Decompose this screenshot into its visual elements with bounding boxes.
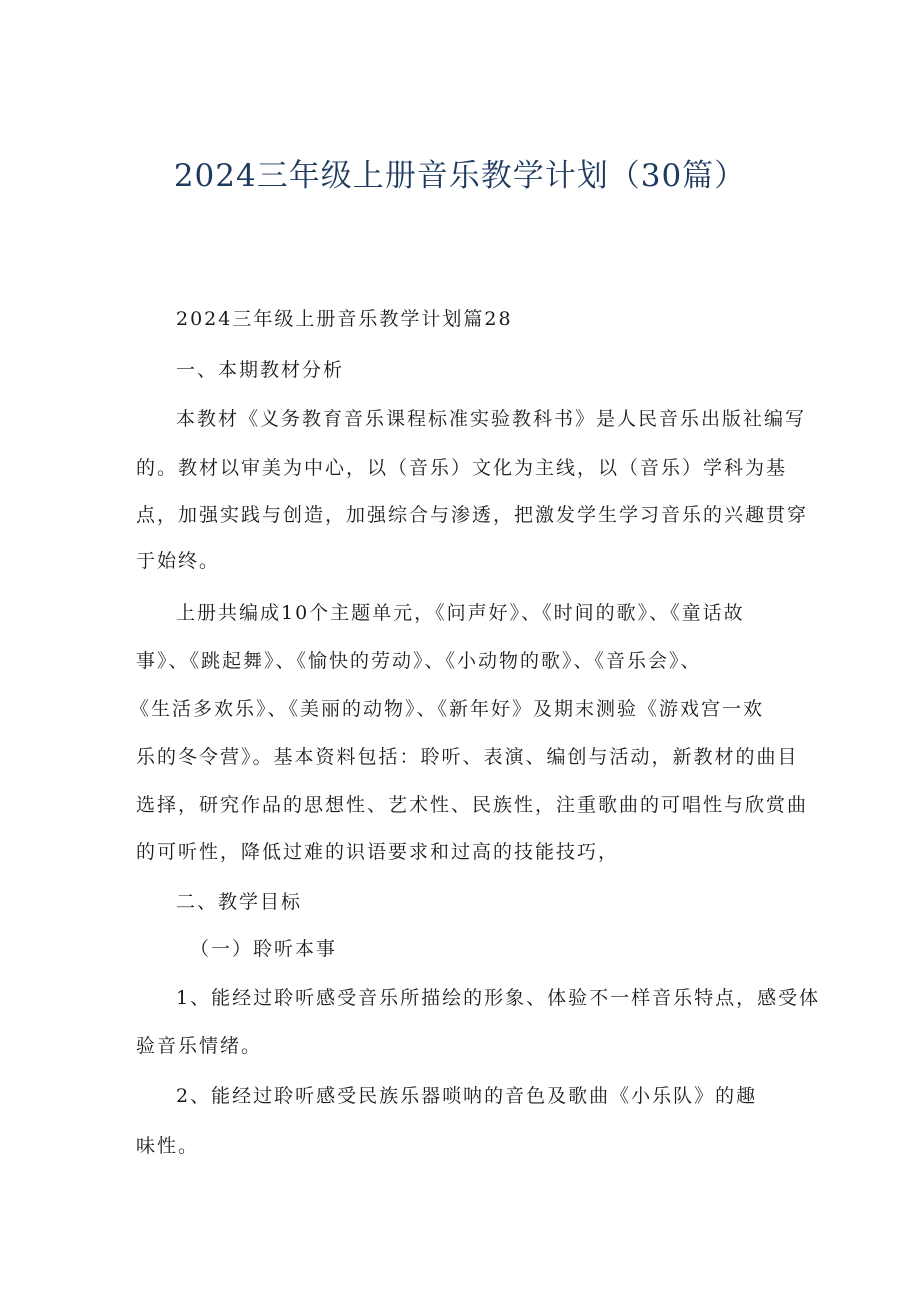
- paragraph-line: 的可听性，降低过难的识语要求和过高的技能技巧，: [136, 841, 620, 863]
- paragraph-line: 1、能经过聆听感受音乐所描绘的形象、体验不一样音乐特点，感受体: [176, 987, 821, 1009]
- paragraph-line: 点，加强实践与创造，加强综合与渗透，把激发学生学习音乐的兴趣贯穿: [136, 504, 809, 526]
- paragraph-line: 《生活多欢乐》、《美丽的动物》、《新年好》及期末测验《游戏宫一欢: [130, 698, 765, 720]
- paragraph-line: 2、能经过聆听感受民族乐器唢呐的音色及歌曲《小乐队》的趣: [176, 1085, 758, 1107]
- paragraph-line: 的。教材以审美为中心，以（音乐）文化为主线，以（音乐）学科为基: [136, 457, 788, 479]
- paragraph-line: 味性。: [136, 1135, 200, 1157]
- section-heading: 2024三年级上册音乐教学计划篇28: [176, 308, 513, 330]
- paragraph-line: 选择，研究作品的思想性、艺术性、民族性，注重歌曲的可唱性与欣赏曲: [136, 794, 809, 816]
- subsection-heading: （一）聆听本事: [190, 938, 338, 960]
- paragraph-line: 上册共编成10个主题单元，《问声好》、《时间的歌》、《童话故: [176, 602, 745, 624]
- subsection-heading: 一、本期教材分析: [176, 359, 345, 381]
- subsection-heading: 二、教学目标: [176, 891, 303, 913]
- paragraph-line: 乐的冬令营》。基本资料包括：聆听、表演、编创与活动，新教材的曲目: [136, 746, 799, 768]
- paragraph-line: 验音乐情绪。: [136, 1035, 263, 1057]
- paragraph-line: 本教材《义务教育音乐课程标准实验教科书》是人民音乐出版社编写: [176, 408, 807, 430]
- document-title: 2024三年级上册音乐教学计划（30篇）: [173, 158, 747, 194]
- paragraph-line: 事》、《跳起舞》、《愉快的劳动》、《小动物的歌》、《音乐会》、: [136, 650, 702, 672]
- paragraph-line: 于始终。: [136, 550, 221, 572]
